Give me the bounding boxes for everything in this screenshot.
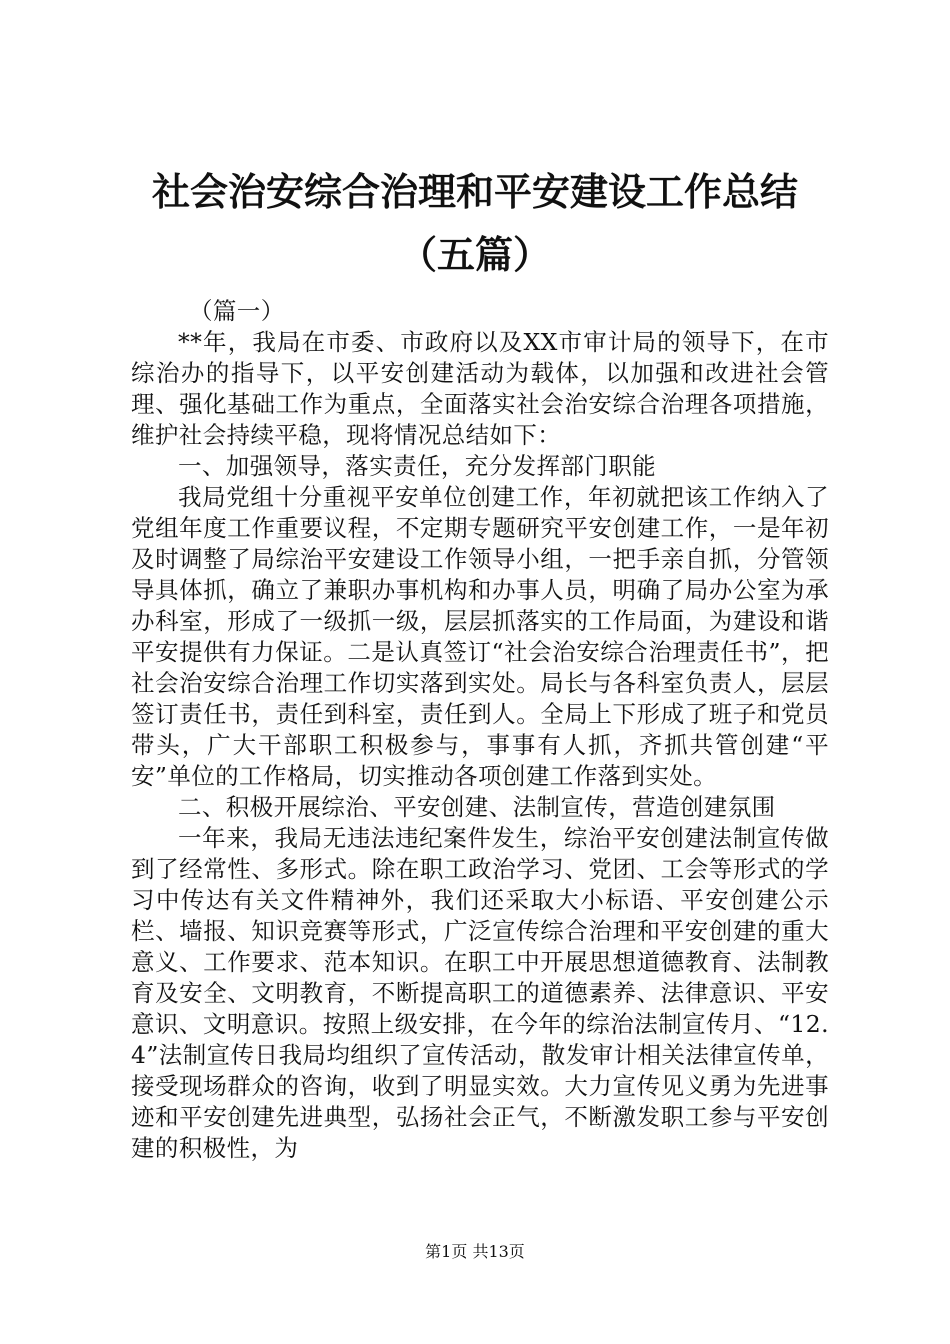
- document-body: [131, 296, 829, 1164]
- document-title: 社会治安综合治理和平安建设工作总结（五篇）: [151, 169, 798, 277]
- section-heading-1: 一、加强领导，落实责任，充分发挥部门职能: [178, 452, 656, 480]
- paragraph-2: 一年来，我局无违法违纪案件发生，综治平安创建法制宣传做到了经常性、多形式。除在职工政治学习、党团、工会等形式的学习中传达有关文件精神外，我们还采取大小标语、平安创建公示栏、墙报、知识竞赛等形式，广泛宣传综合治理和平安创建的重大意义、工作要求、范本知识。在职工中开展思想道德教育、法制教育及安全、文明教育，不断提高职工的道德素养、法律意识、平安意识、文明意识。按照上级安排，在今年的综治法制宣传月、“12.4”法制宣传日我局均组织了宣传活动，散发审计相关法律宣传单，接受现场群众的咨询，收到了明显实效。大力宣传见义勇为先进事迹和平安创建先进典型，弘扬社会正气，不断激发职工参与平安创建的积极性，为: [131, 824, 829, 1162]
- paragraph-intro: **年，我局在市委、市政府以及XX市审计局的领导下，在市综治办的指导下，以平安创建活动为载体，以加强和改进社会管理、强化基础工作为重点，全面落实社会治安综合治理各项措施，维护社会持续平稳，现将情况总结如下：: [131, 328, 829, 449]
- paragraph-1: 我局党组十分重视平安单位创建工作，年初就把该工作纳入了党组年度工作重要议程，不定期专题研究平安创建工作，一是年初及时调整了局综治平安建设工作领导小组，一把手亲自抓，分管领导具体抓，确立了兼职办事机构和办事人员，明确了局办公室为承办科室，形成了一级抓一级，层层抓落实的工作局面，为建设和谐平安提供有力保证。二是认真签订“社会治安综合治理责任书”，把社会治安综合治理工作切实落到实处。局长与各科室负责人，层层签订责任书，责任到科室，责任到人。全局上下形成了班子和党员带头，广大干部职工积极参与，事事有人抓，齐抓共管创建“平安”单位的工作格局，切实推动各项创建工作落到实处。: [131, 483, 829, 790]
- page-footer: 第1页 共13页: [425, 1242, 525, 1261]
- section-heading-2: 二、积极开展综治、平安创建、法制宣传，营造创建氛围: [178, 793, 776, 821]
- section-label: （篇一）: [189, 297, 285, 325]
